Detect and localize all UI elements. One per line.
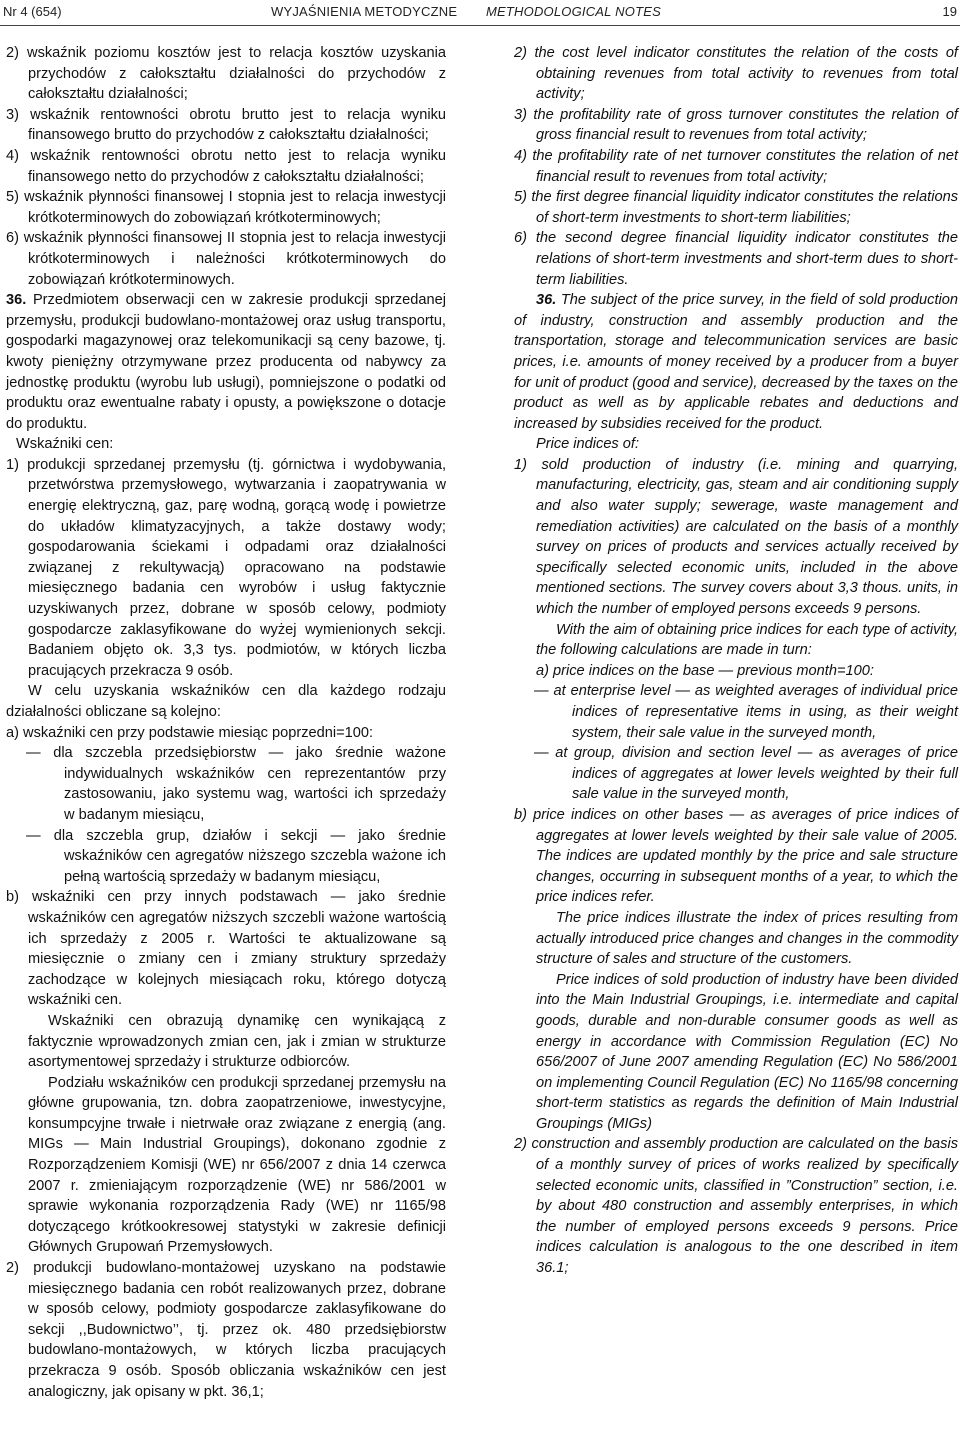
running-header (0, 0, 960, 24)
paragraph: With the aim of obtaining price indices for each type of activity, the following calculations are made in turn: (536, 621, 958, 659)
list-item: — at enterprise level — as weighted averages of individual price indices of representative items in using, as their weight system, their sale value in the surveyed month, (534, 683, 958, 741)
paragraph-36 (514, 290, 958, 434)
paragraph: 2) the cost level indicator constitutes the relation of the costs of obtaining revenues from total activity to revenues from total activity; (514, 45, 958, 103)
paragraph: 1) produkcji sprzedanej przemysłu (tj. górnictwa i wydobywania, przetwórstwa przemysłowego, wytwarzania i zaopatrywania w energię elektryczną, gaz, parę wodną, gorącą wodę i powietrze do układów klimatyzacyjnych, a także dostawy wody; gospodarowania ściekami i odpadami oraz działalności związanej z rekultywacją) opracowano na podstawie miesięcznego badania cen wyrobów i usług faktycznie uzyskiwanych przez, dobrane w sposób celowy, podmioty gospodarcze zaklasyfikowane do wyżej wymienionych sekcji. Badaniem objęto ok. 3,3 tys. podmiotów, w których liczba pracujących przekracza 9 osób. (6, 456, 446, 679)
paragraph: 6) wskaźnik płynności finansowej II stopnia jest to relacja inwestycji krótkoterminowych i należności krótkoterminowych do zobowiązań krótkoterminowych. (6, 230, 446, 288)
english-section-title: METHODOLOGICAL NOTES (486, 4, 661, 19)
item-number: 36. (6, 292, 27, 309)
list-item: — dla szczebla grup, działów i sekcji — jako średnie wskaźników cen agregatów niższego szczebla ważone ich pełną wartością sprzedaży w badanym miesiącu, (26, 827, 446, 885)
paragraph: 3) wskaźnik rentowności obrotu brutto jest to relacja wyniku finansowego brutto do przychodów z całokształtu działalności; (6, 106, 446, 144)
paragraph: 2) wskaźnik poziomu kosztów jest to relacja kosztów uzyskania przychodów z całokształtu działalności do przychodów z całokształtu działalności; (6, 45, 446, 103)
issue-number: Nr 4 (654) (3, 4, 62, 19)
paragraph: 4) the profitability rate of net turnover constitutes the relation of net financial result to revenues from total activity; (514, 147, 958, 185)
header-divider (0, 25, 960, 26)
paragraph: a) wskaźniki cen przy podstawie miesiąc poprzedni=100: (6, 724, 374, 741)
paragraph-text: Przedmiotem obserwacji cen w zakresie produkcji sprzedanej przemysłu, produkcji budowlano-montażowej oraz usług transportu, gospodarki magazynowej oraz telekomunikacji są ceny bazowe, tj. kwoty pieniężny otrzymywane przez producenta od nabywcy za jednostkę produktu (wyrobu lub usługi), pomniejszone o podatki od produktu oraz ewentualne rabaty i opusty, a powiększone o dotacje do produktu. (6, 292, 446, 432)
paragraph: 6) the second degree financial liquidity indicator constitutes the relations of short-term investments and short-term dues to short-term liabilities. (514, 230, 958, 288)
paragraph-36 (6, 290, 446, 434)
list-item: — dla szczebla przedsiębiorstw — jako średnie ważone indywidualnych wskaźników cen reprezentantów przy zastosowaniu, jako systemu wag, wartości ich sprzedaży w badanym miesiącu, (26, 745, 446, 823)
paragraph: Price indices of: (536, 436, 640, 453)
paragraph: 2) construction and assembly production are calculated on the basis of a monthly survey of prices of works realized by specifically selected economic units, classified in ”Construction” section, i.e. by about 480 construction and assembly enterprises, in which the number of employed persons exceeds 9 persons. Price indices calculation is analogous to the one described in item 36.1; (514, 1136, 958, 1277)
paragraph: a) price indices on the base — previous month=100: (536, 662, 874, 679)
paragraph: 1) sold production of industry (i.e. mining and quarrying, manufacturing, electricity, gas, steam and air conditioning supply and also water supply; sewerage, waste management and remediation activities) are calculated on the basis of a monthly survey on prices of products and services actually received by specifically selected economic units, included in the above mentioned sections. The survey covers about 3,3 thous. units, in which the number of employed persons exceeds 9 persons. (514, 456, 958, 618)
paragraph: 2) produkcji budowlano-montażowej uzyskano na podstawie miesięcznego badania cen robót realizowanych przez, dobrane w sposób celowy, podmioty gospodarcze zaklasyfikowane do sekcji ,,Budownictwo’’, tj. przez ok. 480 przedsiębiorstw budowlano-montażowych, w których liczba pracujących przekracza 9 osób. Sposób obliczania wskaźników cen jest analogiczny, jak opisany w pkt. 36,1; (6, 1260, 446, 1400)
paragraph: Podziału wskaźników cen produkcji sprzedanej przemysłu na główne grupowania, tzn. dobra zaopatrzeniowe, inwestycyjne, konsumpcyjne trwałe i nietrwałe oraz związane z energią (ang. MIGs — Main Industrial Groupings), dokonano zgodnie z Rozporządzeniem Komisji (WE) nr 656/2007 z dnia 14 czerwca 2007 r. zmieniającym rozporządzenie (WE) nr 586/2001 w sprawie wykonania rozporządzenia Rady (WE) nr 1165/98 dotyczącego krótkookresowej statystyki w zakresie definicji Głównych Grupowań Przemysłowych. (28, 1074, 446, 1256)
polish-section-title: WYJAŚNIENIA METODYCZNE (271, 4, 458, 19)
polish-column (6, 43, 446, 1402)
paragraph: Wskaźniki cen obrazują dynamikę cen wynikającą z faktycznie wprowadzonych zmian cen, jak i zmian w strukturze asortymentowej sprzedaży i strukturze odbiorców. (28, 1012, 446, 1071)
english-column (514, 43, 958, 1279)
paragraph: b) price indices on other bases — as averages of price indices of aggregates at lower levels weighted by their sale value of 2005. The indices are updated monthly by the price and sale structure changes, occurring in subsequent months of a year, to which the price indices refer. (514, 806, 958, 906)
paragraph: W celu uzyskania wskaźników cen dla każdego rodzaju działalności obliczane są kolejno: (6, 683, 446, 720)
item-number: 36. (536, 292, 557, 309)
paragraph: Price indices of sold production of industry have been divided into the Main Industrial Groupings, i.e. intermediate and capital goods, durable and non-durable consumer goods as well as energy in accordance with Commission Regulation (EC) No 656/2007 of June 2007 amending Regulation (EC) No 586/2001 on implementing Council Regulation (EC) No 1165/98 concerning short-term statistics as regards the definition of Main Industrial Groupings (MIGs) (536, 971, 958, 1132)
list-item: — at group, division and section level — as averages of price indices of aggregates at lower levels weighted by their full sale value in the surveyed month, (534, 745, 958, 803)
paragraph: Wskaźniki cen: (16, 436, 114, 453)
page-number: 19 (942, 4, 957, 19)
paragraph: The price indices illustrate the index of prices resulting from actually introduced price changes and changes in the commodity structure of sales and structure of the customers. (536, 909, 958, 968)
paragraph-text: The subject of the price survey, in the field of sold production of industry, construction and assembly production and the transportation, storage and telecommunication services are basic prices, i.e. amounts of money received by a producer from a buyer for unit of product (good and service), decreased by the taxes on the product as well as by applicable rebates and deductions and increased by subsidies received for the product. (514, 292, 958, 432)
paragraph: 5) the first degree financial liquidity indicator constitutes the relations of short-term investments to short-term liabilities; (514, 189, 958, 226)
paragraph: 4) wskaźnik rentowności obrotu netto jest to relacja wyniku finansowego netto do przychodów z całokształtu działalności; (6, 147, 446, 185)
paragraph: 5) wskaźnik płynności finansowej I stopnia jest to relacja inwestycji krótkoterminowych do zobowiązań krótkoterminowych; (6, 189, 446, 226)
paragraph: 3) the profitability rate of gross turnover constitutes the relation of gross financial result to revenues from total activity; (514, 106, 958, 144)
paragraph: b) wskaźniki cen przy innych podstawach — jako średnie wskaźników cen agregatów niższych szczebli ważone wartością ich sprzedaży z 2005 r. Wartości te aktualizowane są miesięcznie o zmiany cen i zmiany struktury sprzedaży zachodzące w kolejnych miesiącach roku, którego dotyczą wskaźniki cen. (6, 889, 446, 1009)
